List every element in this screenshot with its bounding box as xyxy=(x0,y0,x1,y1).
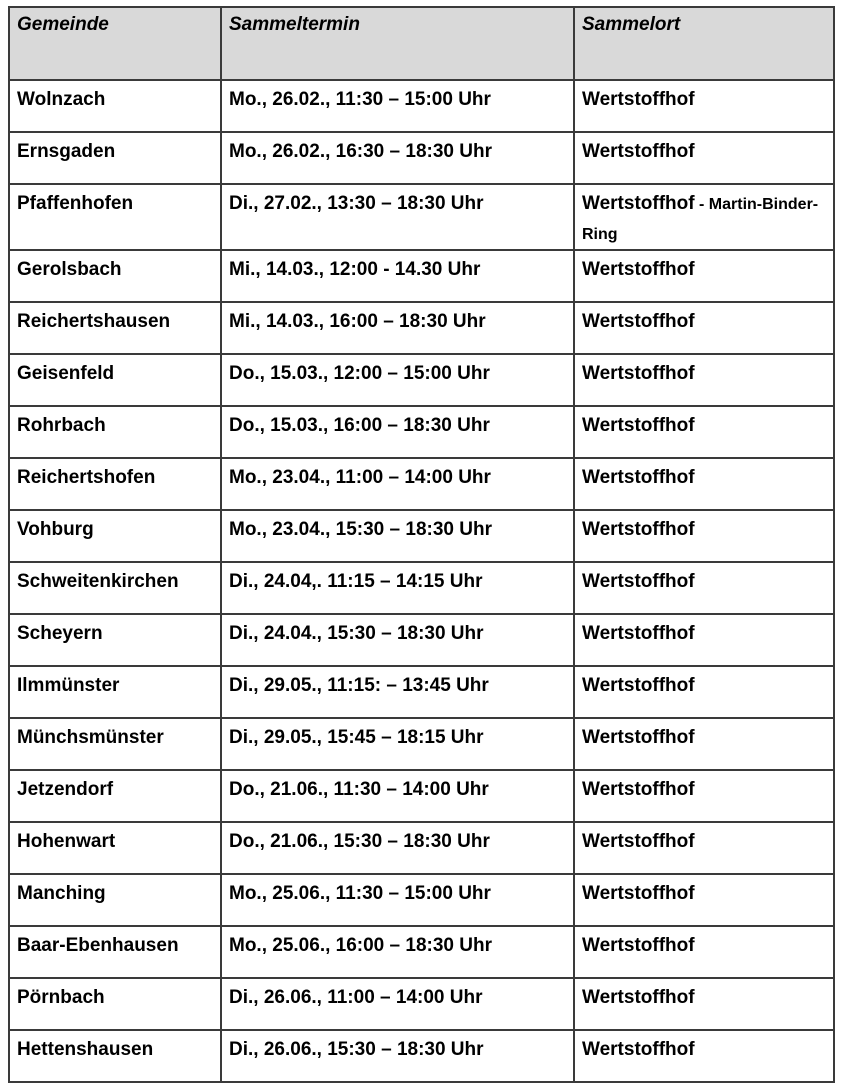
cell-sammelort xyxy=(574,132,834,184)
cell-sammelort xyxy=(574,302,834,354)
header-gemeinde: Gemeinde xyxy=(9,7,221,80)
sammelort-label: Wertstoffhof xyxy=(582,883,695,904)
cell-gemeinde: Geisenfeld xyxy=(9,354,221,406)
cell-sammelort xyxy=(574,718,834,770)
cell-sammelort xyxy=(574,184,834,250)
sammelort-detail: - Martin-Binder-Ring xyxy=(582,196,819,243)
table-row xyxy=(9,666,834,718)
cell-sammeltermin: Do., 15.03., 16:00 – 18:30 Uhr xyxy=(221,406,574,458)
sammelort-label: Wertstoffhof xyxy=(582,467,695,488)
cell-gemeinde: Manching xyxy=(9,874,221,926)
cell-sammelort xyxy=(574,354,834,406)
cell-sammeltermin: Di., 27.02., 13:30 – 18:30 Uhr xyxy=(221,184,574,250)
cell-sammeltermin: Mo., 25.06., 16:00 – 18:30 Uhr xyxy=(221,926,574,978)
cell-sammelort xyxy=(574,406,834,458)
cell-sammeltermin: Di., 26.06., 11:00 – 14:00 Uhr xyxy=(221,978,574,1030)
cell-sammeltermin: Do., 21.06., 11:30 – 14:00 Uhr xyxy=(221,770,574,822)
sammelort-label: Wertstoffhof xyxy=(582,259,695,280)
cell-gemeinde: Reichertshofen xyxy=(9,458,221,510)
cell-gemeinde: Pörnbach xyxy=(9,978,221,1030)
table-row xyxy=(9,614,834,666)
cell-gemeinde: Vohburg xyxy=(9,510,221,562)
cell-sammelort xyxy=(574,1030,834,1082)
cell-sammelort xyxy=(574,510,834,562)
cell-gemeinde: Wolnzach xyxy=(9,80,221,132)
table-row xyxy=(9,302,834,354)
table-row xyxy=(9,874,834,926)
sammelort-label: Wertstoffhof xyxy=(582,571,695,592)
cell-gemeinde: Hohenwart xyxy=(9,822,221,874)
table-row xyxy=(9,926,834,978)
cell-sammeltermin: Mi., 14.03., 12:00 - 14.30 Uhr xyxy=(221,250,574,302)
sammelort-label: Wertstoffhof xyxy=(582,779,695,800)
cell-gemeinde: Gerolsbach xyxy=(9,250,221,302)
cell-sammeltermin: Di., 24.04,. 11:15 – 14:15 Uhr xyxy=(221,562,574,614)
cell-sammeltermin: Mo., 26.02., 11:30 – 15:00 Uhr xyxy=(221,80,574,132)
sammelort-label: Wertstoffhof xyxy=(582,1039,695,1060)
cell-gemeinde: Baar-Ebenhausen xyxy=(9,926,221,978)
sammelort-label: Wertstoffhof xyxy=(582,311,695,332)
collection-schedule-table xyxy=(8,6,835,1083)
cell-gemeinde: Schweitenkirchen xyxy=(9,562,221,614)
cell-gemeinde: Reichertshausen xyxy=(9,302,221,354)
sammelort-label: Wertstoffhof xyxy=(582,623,695,644)
cell-sammeltermin: Mo., 23.04., 11:00 – 14:00 Uhr xyxy=(221,458,574,510)
cell-gemeinde: Ernsgaden xyxy=(9,132,221,184)
table-row xyxy=(9,184,834,250)
cell-sammelort xyxy=(574,250,834,302)
sammelort-label: Wertstoffhof xyxy=(582,89,695,110)
cell-sammeltermin: Mi., 14.03., 16:00 – 18:30 Uhr xyxy=(221,302,574,354)
sammelort-label: Wertstoffhof xyxy=(582,193,695,214)
cell-sammeltermin: Do., 21.06., 15:30 – 18:30 Uhr xyxy=(221,822,574,874)
sammelort-label: Wertstoffhof xyxy=(582,519,695,540)
table-row xyxy=(9,132,834,184)
table-row xyxy=(9,354,834,406)
cell-sammelort xyxy=(574,822,834,874)
cell-gemeinde: Münchsmünster xyxy=(9,718,221,770)
cell-sammelort xyxy=(574,926,834,978)
sammelort-label: Wertstoffhof xyxy=(582,363,695,384)
table-row xyxy=(9,510,834,562)
cell-sammeltermin: Mo., 25.06., 11:30 – 15:00 Uhr xyxy=(221,874,574,926)
cell-sammelort xyxy=(574,874,834,926)
cell-sammeltermin: Mo., 26.02., 16:30 – 18:30 Uhr xyxy=(221,132,574,184)
cell-sammelort xyxy=(574,770,834,822)
table-row xyxy=(9,458,834,510)
sammelort-label: Wertstoffhof xyxy=(582,141,695,162)
cell-sammeltermin: Di., 29.05., 15:45 – 18:15 Uhr xyxy=(221,718,574,770)
table-row xyxy=(9,978,834,1030)
header-sammelort: Sammelort xyxy=(574,7,834,80)
cell-sammeltermin: Di., 26.06., 15:30 – 18:30 Uhr xyxy=(221,1030,574,1082)
sammelort-label: Wertstoffhof xyxy=(582,935,695,956)
cell-sammeltermin: Di., 24.04., 15:30 – 18:30 Uhr xyxy=(221,614,574,666)
table-row xyxy=(9,406,834,458)
table-row xyxy=(9,822,834,874)
cell-gemeinde: Jetzendorf xyxy=(9,770,221,822)
table-row xyxy=(9,770,834,822)
header-row xyxy=(9,7,834,80)
cell-gemeinde: Rohrbach xyxy=(9,406,221,458)
table-row xyxy=(9,250,834,302)
cell-sammelort xyxy=(574,562,834,614)
sammelort-label: Wertstoffhof xyxy=(582,831,695,852)
cell-sammelort xyxy=(574,458,834,510)
cell-gemeinde: Hettenshausen xyxy=(9,1030,221,1082)
sammelort-label: Wertstoffhof xyxy=(582,727,695,748)
header-sammeltermin: Sammeltermin xyxy=(221,7,574,80)
table-row xyxy=(9,1030,834,1082)
cell-gemeinde: Scheyern xyxy=(9,614,221,666)
cell-sammeltermin: Di., 29.05., 11:15: – 13:45 Uhr xyxy=(221,666,574,718)
cell-gemeinde: Ilmmünster xyxy=(9,666,221,718)
cell-sammelort xyxy=(574,978,834,1030)
table-row xyxy=(9,718,834,770)
sammelort-label: Wertstoffhof xyxy=(582,675,695,696)
table-row xyxy=(9,80,834,132)
cell-sammelort xyxy=(574,666,834,718)
sammelort-label: Wertstoffhof xyxy=(582,415,695,436)
cell-sammeltermin: Do., 15.03., 12:00 – 15:00 Uhr xyxy=(221,354,574,406)
sammelort-label: Wertstoffhof xyxy=(582,987,695,1008)
cell-sammelort xyxy=(574,80,834,132)
cell-sammeltermin: Mo., 23.04., 15:30 – 18:30 Uhr xyxy=(221,510,574,562)
cell-gemeinde: Pfaffenhofen xyxy=(9,184,221,250)
cell-sammelort xyxy=(574,614,834,666)
table-body xyxy=(9,80,834,1082)
table-row xyxy=(9,562,834,614)
